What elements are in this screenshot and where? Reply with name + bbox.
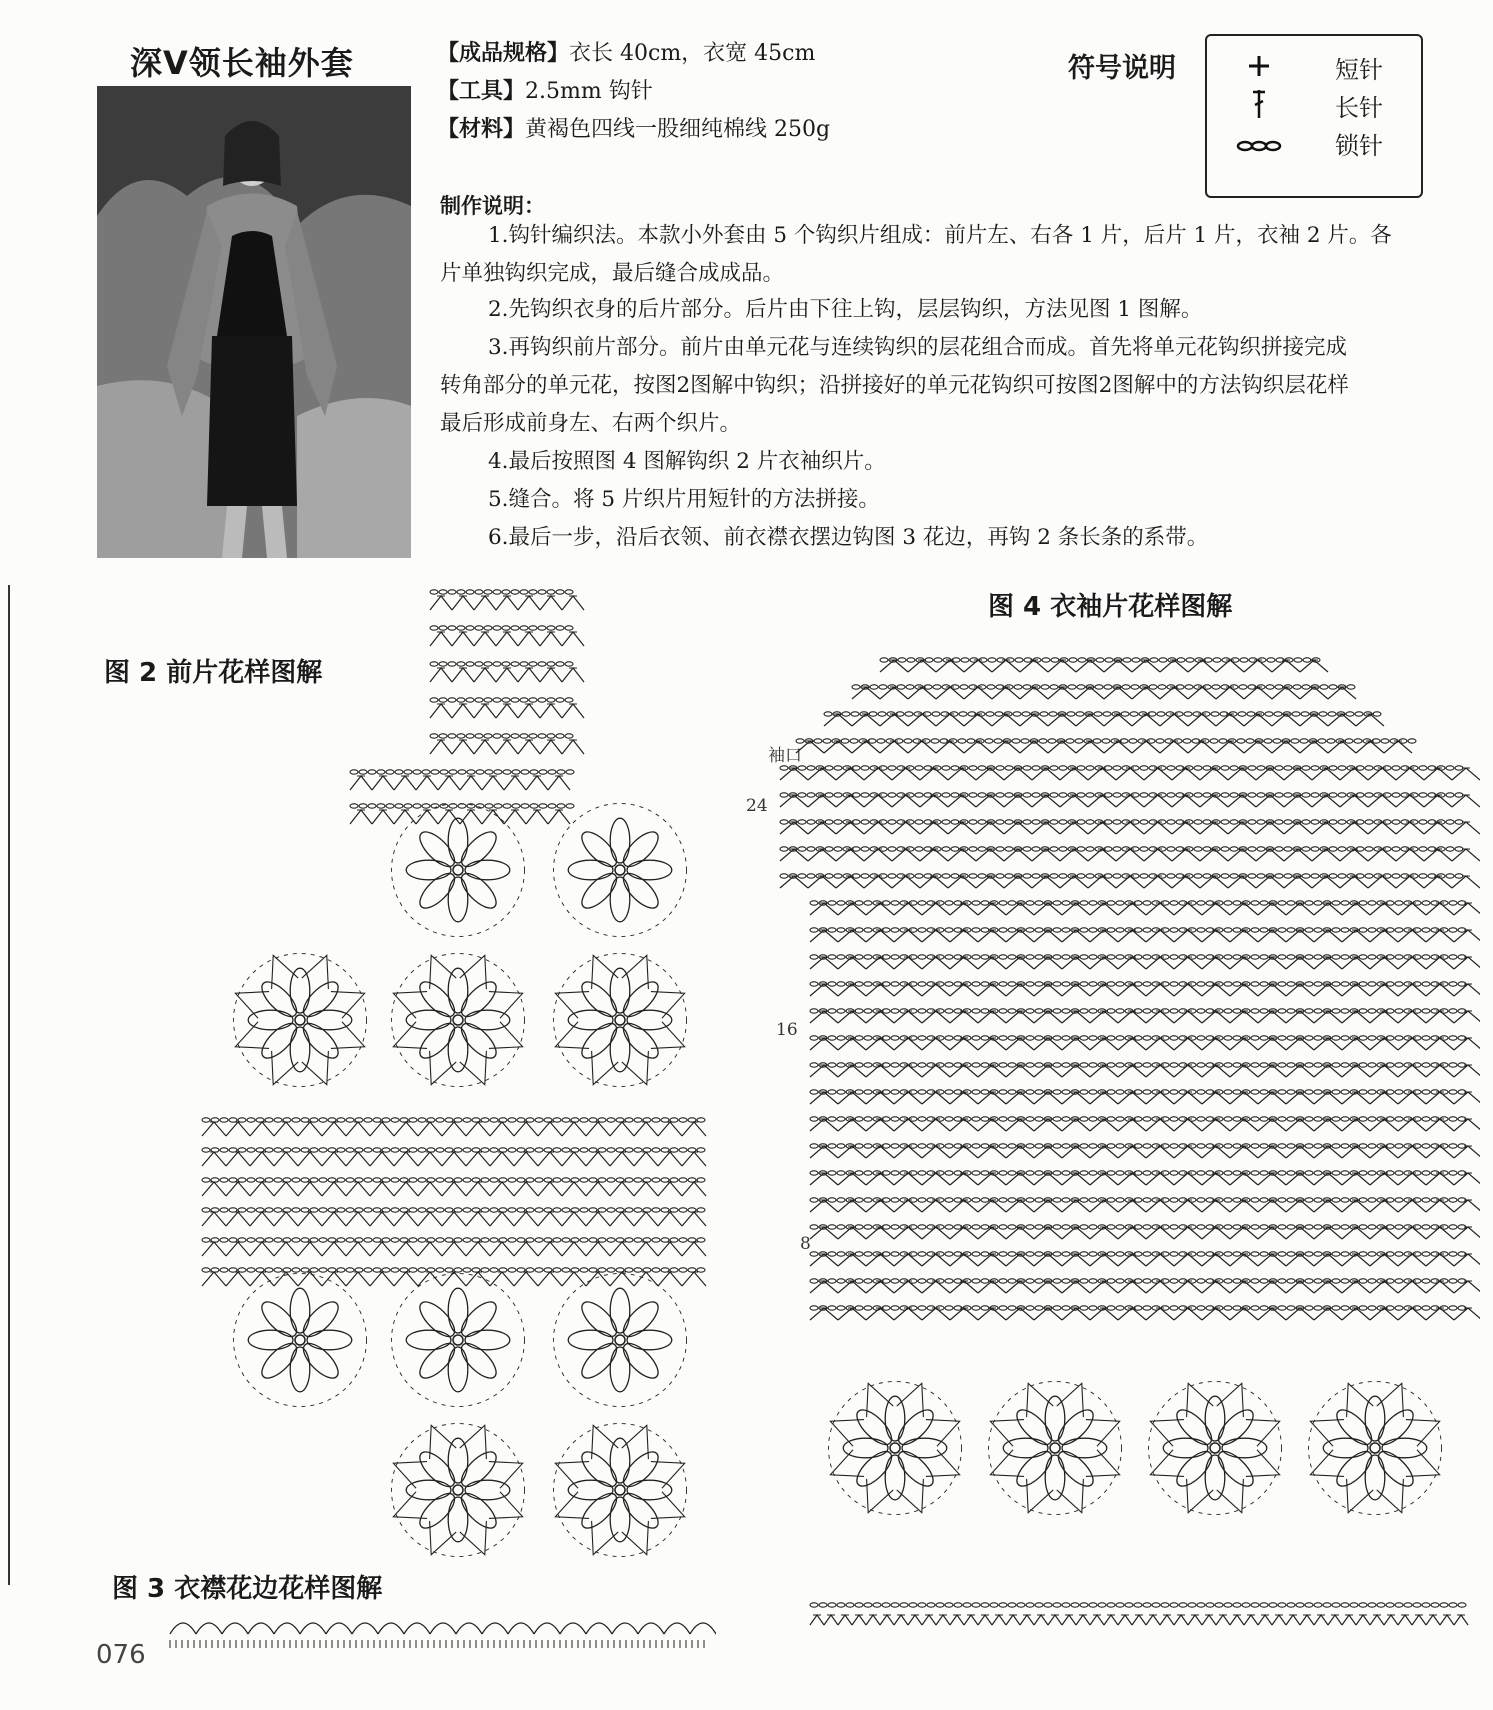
figure-3-label: 图 3 衣襟花边花样图解: [112, 1574, 383, 1604]
stitch-row: [430, 698, 573, 702]
stitch-row: [430, 596, 584, 610]
stitch-row: [810, 1603, 1466, 1607]
pattern-title: 深V领长袖外套: [130, 44, 354, 82]
flower-motif: [234, 954, 367, 1087]
legend-label-ch: 锁针: [1335, 132, 1383, 160]
instruction-line-1: 1.钩针编织法。本款小外套由 5 个钩织片组成：前片左、右各 1 片，后片 1 片，衣袖 2 片。各: [488, 223, 1392, 248]
stitch-row: [202, 1122, 706, 1136]
stitch-row: [852, 685, 1355, 689]
instruction-line-2: 片单独钩织完成，最后缝合成成品。: [440, 261, 785, 286]
legend-row-sc: [1231, 48, 1411, 84]
row-label-24: 24: [746, 796, 768, 816]
flower-motif: [1309, 1382, 1442, 1515]
row-label-8: 8: [800, 1234, 811, 1254]
page-number: 076: [96, 1640, 146, 1670]
stitch-row: [350, 770, 574, 774]
stitch-row: [430, 734, 573, 738]
stitch-row: [202, 1182, 706, 1196]
legend-row-ch: [1231, 124, 1411, 160]
plus-icon: [1231, 50, 1287, 82]
flower-motif: [554, 1274, 687, 1407]
spec-tool: [437, 74, 653, 105]
flower-motif: [554, 804, 687, 937]
flower-motif: [234, 1274, 367, 1407]
stitch-row: [350, 810, 570, 824]
instruction-line-3: 2.先钩织衣身的后片部分。后片由下往上钩，层层钩织，方法见图 1 图解。: [488, 297, 1203, 322]
legend-title: 符号说明: [1068, 53, 1176, 84]
flower-motif: [392, 1274, 525, 1407]
spec-size-key: 【成品规格】: [437, 41, 570, 66]
page-edge-line: [8, 585, 10, 1585]
flower-motif: [392, 954, 525, 1087]
instruction-line-9: 6.最后一步，沿后衣领、前衣襟衣摆边钩图 3 花边，再钩 2 条长条的系带。: [488, 525, 1209, 550]
double-crochet-icon: [1231, 88, 1287, 120]
stitch-row: [810, 1615, 1468, 1625]
stitch-row: [430, 632, 584, 646]
sleeve-cuff-label: 袖口: [768, 746, 802, 766]
stitch-row: [430, 740, 584, 754]
stitch-row: [430, 668, 584, 682]
model-photo: [97, 86, 411, 558]
stitch-row: [796, 739, 1416, 743]
spec-tool-value: 2.5mm 钩针: [525, 79, 653, 104]
stitch-row: [780, 874, 1463, 878]
figure-2-label: 图 2 前片花样图解: [104, 658, 323, 688]
stitch-row: [202, 1212, 706, 1226]
instruction-line-5: 转角部分的单元花，按图2图解中钩织；沿拼接好的单元花钩织可按图2图解中的方法钩织层花样: [440, 373, 1349, 398]
flower-motif: [1149, 1382, 1282, 1515]
stitch-row: [430, 662, 573, 666]
stitch-row: [350, 776, 570, 790]
instruction-line-7: 4.最后按照图 4 图解钩织 2 片衣袖织片。: [488, 449, 886, 474]
stitch-row: [780, 793, 1463, 797]
flower-motif: [554, 954, 687, 1087]
stitch-row: [350, 804, 574, 808]
spec-material: [437, 112, 830, 143]
symbol-legend: [1205, 34, 1423, 198]
stitch-row: [202, 1272, 706, 1286]
legend-row-dc: [1231, 86, 1411, 122]
figure-4-label: 图 4 衣袖片花样图解: [988, 592, 1233, 622]
stitch-row: [202, 1242, 706, 1256]
flower-motif: [554, 1424, 687, 1557]
stitch-row: [430, 704, 584, 718]
stitch-row: [780, 766, 1463, 770]
stitch-row: [202, 1152, 706, 1166]
legend-label-sc: 短针: [1335, 56, 1383, 84]
edging-stitches: [170, 1623, 716, 1648]
legend-label-dc: 长针: [1335, 94, 1383, 122]
instruction-line-8: 5.缝合。将 5 片织片用短针的方法拼接。: [488, 487, 880, 512]
stitch-row: [780, 847, 1463, 851]
spec-size: [437, 36, 815, 67]
chain-icon: [1231, 126, 1287, 158]
instructions-heading: 制作说明：: [440, 194, 545, 218]
spec-tool-key: 【工具】: [437, 79, 526, 104]
row-label-16: 16: [776, 1020, 798, 1040]
edging-chart: [166, 1612, 716, 1652]
stitch-row: [824, 712, 1381, 716]
stitch-row: [780, 820, 1463, 824]
spec-size-value: 衣长 40cm，衣宽 45cm: [569, 41, 816, 66]
stitch-row: [430, 590, 573, 594]
flower-motif: [989, 1382, 1122, 1515]
instruction-line-6: 最后形成前身左、右两个织片。: [440, 411, 742, 436]
front-piece-chart: [200, 580, 720, 1580]
instruction-line-4: 3.再钩织前片部分。前片由单元花与连续钩织的层花组合而成。首先将单元花钩织拼接完成: [488, 335, 1348, 360]
spec-material-value: 黄褐色四线一股细纯棉线 250g: [525, 117, 831, 142]
model-photo-illustration: [97, 86, 411, 558]
stitch-row: [880, 660, 1328, 672]
stitch-row: [430, 626, 573, 630]
flower-motif: [392, 1424, 525, 1557]
sleeve-chart: [760, 640, 1480, 1640]
flower-motif: [829, 1382, 962, 1515]
spec-material-key: 【材料】: [437, 117, 526, 142]
